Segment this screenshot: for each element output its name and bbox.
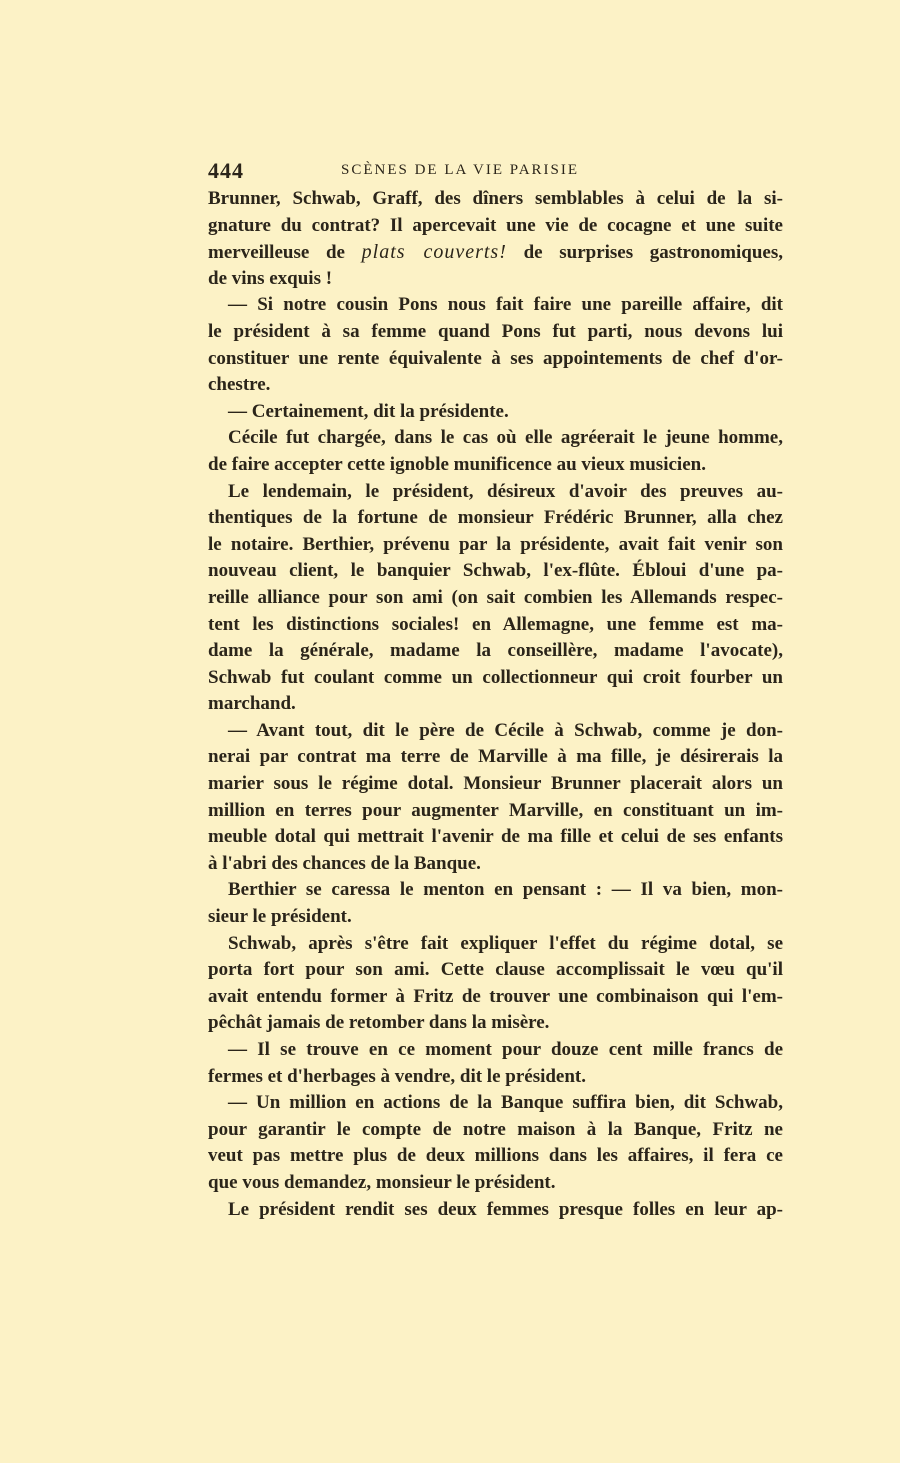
text-segment: tent les distinctions sociales! en Allemagne, une femme est ma-	[208, 613, 783, 635]
text-segment: Le président rendit ses deux femmes presque folles en leur ap-	[228, 1198, 783, 1220]
text-segment: Berthier se caressa le menton en pensant : — Il va bien, mon-	[228, 879, 783, 901]
text-line	[208, 186, 783, 213]
text-segment: reille alliance pour son ami (on sait combien les Allemands respec-	[208, 586, 783, 608]
text-segment: nerai par contrat ma terre de Marville à ma fille, je désirerais la	[208, 746, 783, 768]
text-segment: marier sous le régime dotal. Monsieur Brunner placerait alors un	[208, 773, 783, 795]
text-segment: million en terres pour augmenter Marville, en constituant un im-	[208, 799, 783, 821]
text-line	[208, 957, 783, 984]
text-segment: — Il se trouve en ce moment pour douze cent mille francs de	[228, 1039, 783, 1060]
text-line	[208, 771, 783, 798]
text-segment: pêchât jamais de retomber dans la misère.	[208, 1012, 550, 1034]
text-segment: que vous demandez, monsieur le président.	[208, 1171, 556, 1193]
text-segment: pour garantir le compte de notre maison à la Banque, Fritz ne	[208, 1118, 783, 1140]
text-segment: le président à sa femme quand Pons fut parti, nous devons lui	[208, 320, 783, 342]
text-line	[208, 612, 783, 639]
text-line	[208, 1170, 783, 1197]
text-line	[208, 851, 783, 878]
text-segment: gnature du contrat? Il apercevait une vie de cocagne et une suite	[208, 214, 783, 236]
running-title: SCÈNES DE LA VIE PARISIE	[341, 162, 580, 178]
text-segment: meuble dotal qui mettrait l'avenir de ma fille et celui de ses enfants	[208, 826, 783, 848]
text-line	[208, 452, 783, 479]
text-segment: — Certainement, dit la présidente.	[228, 400, 509, 422]
text-segment: marchand.	[208, 693, 296, 715]
text-segment: — Avant tout, dit le père de Cécile à Schwab, comme je don-	[228, 719, 783, 741]
text-line	[208, 665, 783, 692]
text-segment: fermes et d'herbages à vendre, dit le président.	[208, 1065, 587, 1087]
text-segment: Brunner, Schwab, Graff, des dîners semblables à celui de la si-	[208, 188, 783, 209]
text-segment: chestre.	[208, 374, 271, 396]
page-number: 444	[208, 158, 244, 183]
text-line	[208, 984, 783, 1011]
text-segment: de faire accepter cette ignoble munificence au vieux musicien.	[208, 453, 706, 475]
text-segment: porta fort pour son ami. Cette clause accomplissait le vœu qu'il	[208, 959, 783, 981]
text-line	[208, 718, 783, 745]
text-line	[208, 1117, 783, 1144]
text-line	[208, 505, 783, 532]
text-line	[208, 239, 783, 266]
text-line	[208, 824, 783, 851]
text-segment: merveilleuse de	[208, 242, 362, 264]
text-segment: sieur le président.	[208, 906, 352, 928]
text-line	[208, 532, 783, 559]
text-segment: Cécile fut chargée, dans le cas où elle agréerait le jeune homme,	[228, 427, 783, 449]
page-body-text	[208, 186, 783, 1223]
italic-text-segment: plats couverts!	[361, 241, 507, 264]
text-line	[208, 399, 783, 426]
text-line	[208, 798, 783, 825]
text-line	[208, 1037, 783, 1064]
text-segment: de surprises gastronomiques,	[506, 242, 784, 264]
text-segment: thentiques de la fortune de monsieur Frédéric Brunner, alla chez	[208, 507, 783, 529]
text-line	[208, 292, 783, 319]
text-segment: de vins exquis !	[208, 267, 333, 289]
text-line	[208, 558, 783, 585]
text-line	[208, 1197, 783, 1224]
text-line	[208, 266, 783, 293]
text-segment: — Si notre cousin Pons nous fait faire une pareille affaire, dit	[228, 294, 783, 316]
text-line	[208, 372, 783, 399]
text-line	[208, 691, 783, 718]
text-segment: Schwab fut coulant comme un collectionneur qui croit fourber un	[208, 666, 783, 688]
text-segment: Schwab, après s'être fait expliquer l'effet du régime dotal, se	[228, 932, 783, 954]
text-line	[208, 319, 783, 346]
text-line	[208, 1090, 783, 1117]
text-line	[208, 931, 783, 958]
text-segment: nouveau client, le banquier Schwab, l'ex-flûte. Ébloui d'une pa-	[208, 560, 783, 582]
text-line	[208, 479, 783, 506]
text-line	[208, 1010, 783, 1037]
text-line	[208, 638, 783, 665]
text-line	[208, 744, 783, 771]
text-segment: — Un million en actions de la Banque suffira bien, dit Schwab,	[228, 1092, 783, 1114]
text-segment: le notaire. Berthier, prévenu par la présidente, avait fait venir son	[208, 533, 783, 555]
text-segment: constituer une rente équivalente à ses appointements de chef d'or-	[208, 347, 783, 369]
text-segment: veut pas mettre plus de deux millions dans les affaires, il fera ce	[208, 1145, 783, 1167]
page-header	[208, 158, 783, 184]
text-line	[208, 1064, 783, 1091]
text-line	[208, 346, 783, 373]
text-segment: avait entendu former à Fritz de trouver une combinaison qui l'em-	[208, 985, 783, 1007]
text-segment: dame la générale, madame la conseillère, madame l'avocate),	[208, 640, 783, 662]
text-line	[208, 425, 783, 452]
text-segment: Le lendemain, le président, désireux d'avoir des preuves au-	[228, 480, 783, 502]
text-line	[208, 585, 783, 612]
text-line	[208, 904, 783, 931]
text-line	[208, 213, 783, 240]
text-segment: à l'abri des chances de la Banque.	[208, 852, 481, 874]
text-line	[208, 877, 783, 904]
text-line	[208, 1143, 783, 1170]
